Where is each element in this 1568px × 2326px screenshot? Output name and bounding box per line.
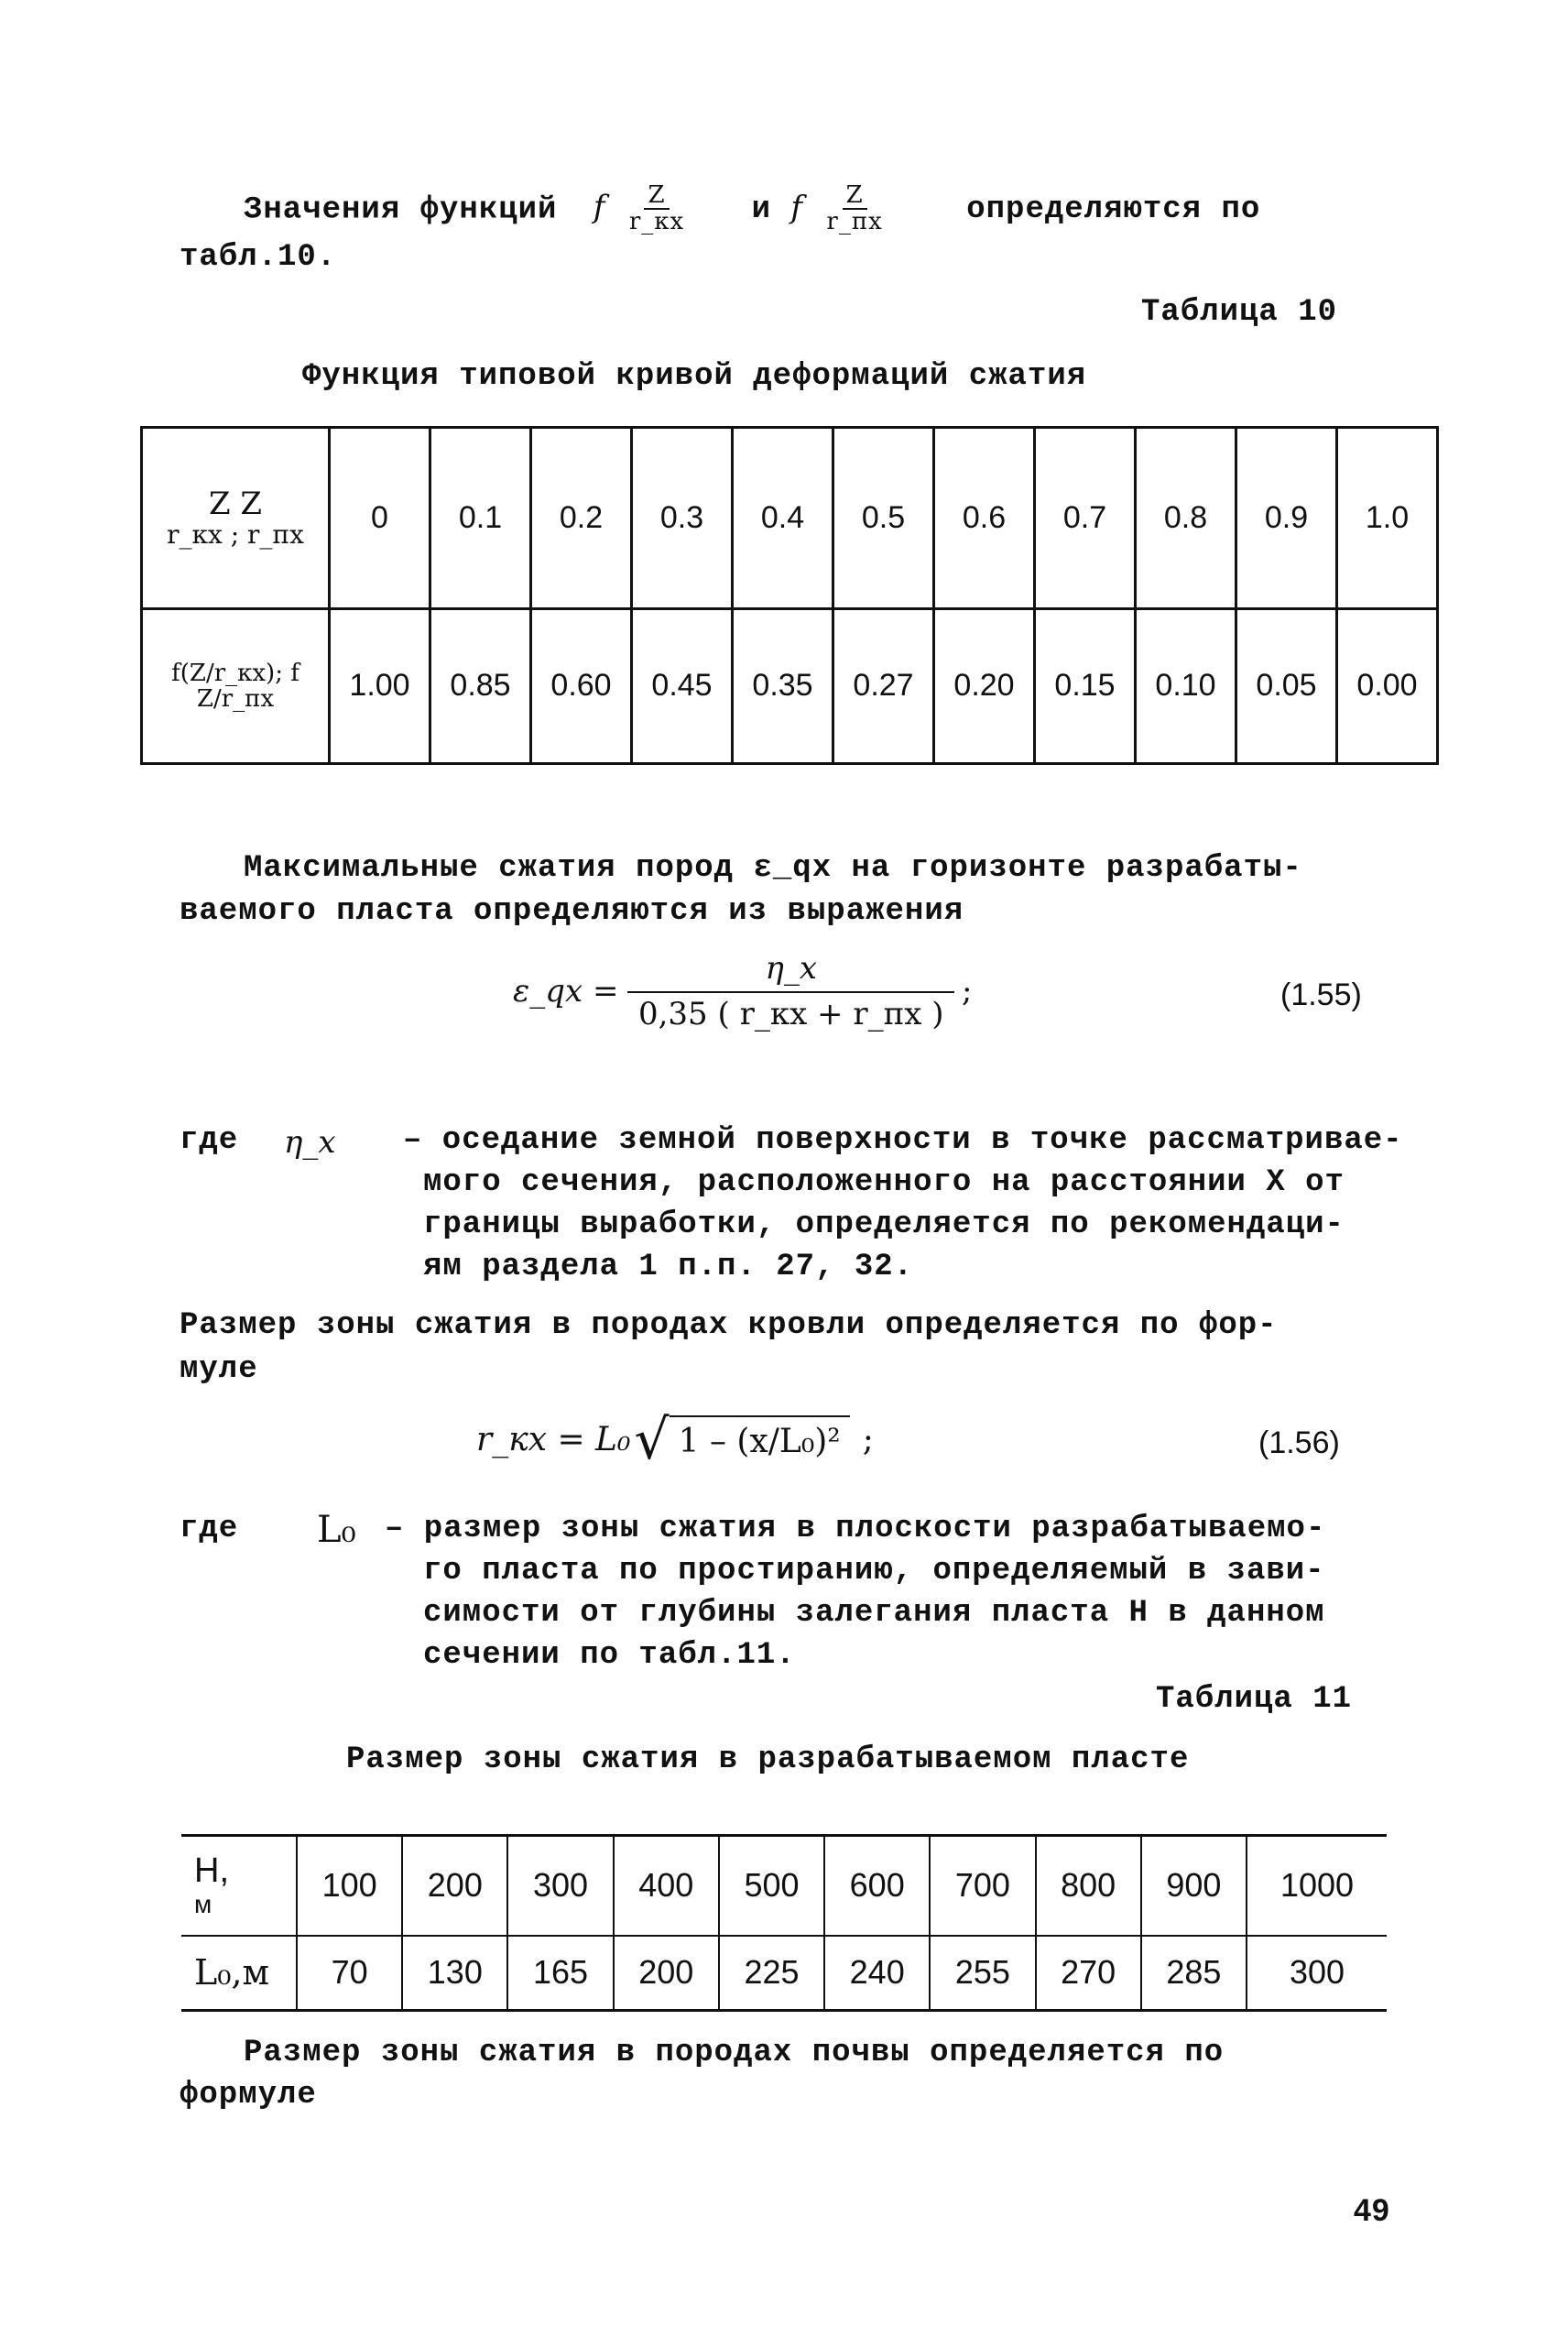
h-unit: м bbox=[194, 1889, 212, 1918]
table-cell: 200 bbox=[402, 1836, 507, 1936]
table-cell: 600 bbox=[824, 1836, 930, 1936]
table-cell: 255 bbox=[930, 1936, 1035, 2011]
table-cell: 165 bbox=[507, 1936, 613, 2011]
table-cell: 0.3 bbox=[632, 428, 733, 609]
table-row bbox=[142, 609, 1438, 764]
intro-suffix: определяются по bbox=[966, 192, 1261, 228]
table-cell: 0.1 bbox=[430, 428, 531, 609]
table-cell: 0.4 bbox=[733, 428, 833, 609]
where2-line4: сечении по табл.11. bbox=[423, 1638, 796, 1673]
table-cell: 400 bbox=[614, 1836, 719, 1936]
table-row bbox=[181, 1936, 1387, 2011]
table-cell: 225 bbox=[719, 1936, 824, 2011]
table10-row-header: f(Z/r_кх); f Z/r_пх bbox=[142, 609, 330, 764]
fraction-denominator: r_пх bbox=[826, 208, 883, 236]
table-cell: 900 bbox=[1141, 1836, 1247, 1936]
table-cell: 100 bbox=[297, 1836, 402, 1936]
eq-lhs: r_кх = L₀ bbox=[476, 1420, 631, 1458]
equation-number: (1.56) bbox=[1258, 1425, 1340, 1460]
table-row bbox=[142, 428, 1438, 609]
eq-denominator: 0,35 ( r_кх + r_пх ) bbox=[637, 995, 944, 1032]
func-symbol: f bbox=[593, 189, 606, 226]
table-cell: 0.8 bbox=[1136, 428, 1236, 609]
table-cell: 0.05 bbox=[1236, 609, 1337, 764]
sqrt-icon: √ bbox=[634, 1408, 670, 1472]
fraction-numerator: Z bbox=[843, 183, 867, 210]
fraction bbox=[626, 183, 688, 235]
table10-title: Функция типовой кривой деформаций сжатия bbox=[302, 359, 1087, 394]
para1-line1: Максимальные сжатия пород ε_qx на горизонте разрабаты- bbox=[244, 851, 1302, 886]
table-cell: 270 bbox=[1036, 1936, 1141, 2011]
table11-row-header: L₀,м bbox=[181, 1936, 297, 2011]
where1-line4: ям раздела 1 п.п. 27, 32. bbox=[423, 1250, 914, 1284]
eq-numerator: η_x bbox=[627, 953, 954, 993]
table-cell: 800 bbox=[1036, 1836, 1141, 1936]
eq-tail: ; bbox=[962, 972, 973, 1010]
table10-label: Таблица 10 bbox=[1141, 295, 1338, 330]
eq-fraction bbox=[627, 950, 954, 1032]
table11-header-cell bbox=[181, 1836, 297, 1936]
table-cell: 0.35 bbox=[733, 609, 833, 764]
table-cell: 0.5 bbox=[833, 428, 934, 609]
table-cell: 0 bbox=[330, 428, 430, 609]
table-cell: 0.85 bbox=[430, 609, 531, 764]
table11-label: Таблица 11 bbox=[1156, 1682, 1353, 1717]
fraction-numerator: Z bbox=[644, 183, 669, 210]
where-symbol: L₀ bbox=[317, 1509, 356, 1551]
para3-line1: Размер зоны сжатия в породах почвы определяется по bbox=[244, 2036, 1225, 2070]
table-cell: 0.10 bbox=[1136, 609, 1236, 764]
page-number: 49 bbox=[1354, 2193, 1390, 2228]
table-cell: 0.7 bbox=[1035, 428, 1136, 609]
table-cell: 200 bbox=[614, 1936, 719, 2011]
equation-1-55 bbox=[513, 950, 973, 1032]
table-cell: 130 bbox=[402, 1936, 507, 2011]
table-cell: 0.2 bbox=[531, 428, 632, 609]
table-cell: 0.27 bbox=[833, 609, 934, 764]
where1-line2: мого сечения, расположенного на расстоянии X от bbox=[423, 1165, 1345, 1200]
func-symbol: f bbox=[790, 189, 804, 226]
header-bottom: r_кх ; r_пх bbox=[167, 519, 304, 550]
table-cell: 0.9 bbox=[1236, 428, 1337, 609]
conjunction: и bbox=[751, 192, 772, 228]
eq-radicand: 1 – (x/L₀)² bbox=[670, 1415, 850, 1465]
table10-header-cell bbox=[142, 428, 330, 609]
where1-line1: – оседание земной поверхности в точке рассматривае- bbox=[403, 1123, 1403, 1158]
table-row bbox=[181, 1836, 1387, 1936]
where2-line2: го пласта по простиранию, определяемый в зави- bbox=[423, 1554, 1325, 1589]
para2-line2: муле bbox=[180, 1352, 258, 1387]
table-cell: 70 bbox=[297, 1936, 402, 2011]
intro-line2: табл.10. bbox=[180, 240, 337, 275]
table-cell: 700 bbox=[930, 1836, 1035, 1936]
where2-line3: симости от глубины залегания пласта H в данном bbox=[423, 1596, 1325, 1631]
fraction bbox=[822, 183, 886, 235]
eq-tail: ; bbox=[862, 1420, 874, 1458]
table-cell: 285 bbox=[1141, 1936, 1247, 2011]
where-word: где bbox=[180, 1512, 239, 1546]
table-cell: 300 bbox=[507, 1836, 613, 1936]
table-cell: 500 bbox=[719, 1836, 824, 1936]
intro-paragraph bbox=[244, 183, 1260, 235]
para2-line1: Размер зоны сжатия в породах кровли определяется по фор- bbox=[180, 1308, 1278, 1343]
table-cell: 1.0 bbox=[1337, 428, 1438, 609]
where2-line1: – размер зоны сжатия в плоскости разрабатываемо- bbox=[385, 1512, 1326, 1546]
table-cell: 300 bbox=[1247, 1936, 1387, 2011]
table-cell: 0.6 bbox=[934, 428, 1035, 609]
equation-1-56 bbox=[476, 1402, 874, 1479]
table-cell: 0.20 bbox=[934, 609, 1035, 764]
where1-line3: границы выработки, определяется по рекомендаци- bbox=[423, 1207, 1345, 1242]
intro-prefix: Значения функций bbox=[244, 192, 558, 228]
table-cell: 0.60 bbox=[531, 609, 632, 764]
table11-title: Размер зоны сжатия в разрабатываемом пласте bbox=[346, 1742, 1190, 1777]
table-cell: 1000 bbox=[1247, 1836, 1387, 1936]
table-cell: 240 bbox=[824, 1936, 930, 2011]
equation-number: (1.55) bbox=[1280, 977, 1362, 1012]
para1-line2: ваемого пласта определяются из выражения bbox=[180, 894, 964, 929]
table-cell: 0.45 bbox=[632, 609, 733, 764]
table-cell: 0.15 bbox=[1035, 609, 1136, 764]
where-word: где bbox=[180, 1123, 239, 1158]
header-top: Z Z bbox=[208, 485, 263, 522]
where-symbol: η_x bbox=[284, 1124, 336, 1161]
table-cell: 0.00 bbox=[1337, 609, 1438, 764]
eq-lhs: ε_qx = bbox=[513, 972, 619, 1010]
h-label: H, bbox=[194, 1851, 229, 1891]
table10 bbox=[140, 426, 1439, 765]
table11 bbox=[181, 1834, 1387, 2012]
fraction-denominator: r_кх bbox=[628, 208, 685, 236]
para3-line2: формуле bbox=[180, 2078, 317, 2113]
table-cell: 1.00 bbox=[330, 609, 430, 764]
